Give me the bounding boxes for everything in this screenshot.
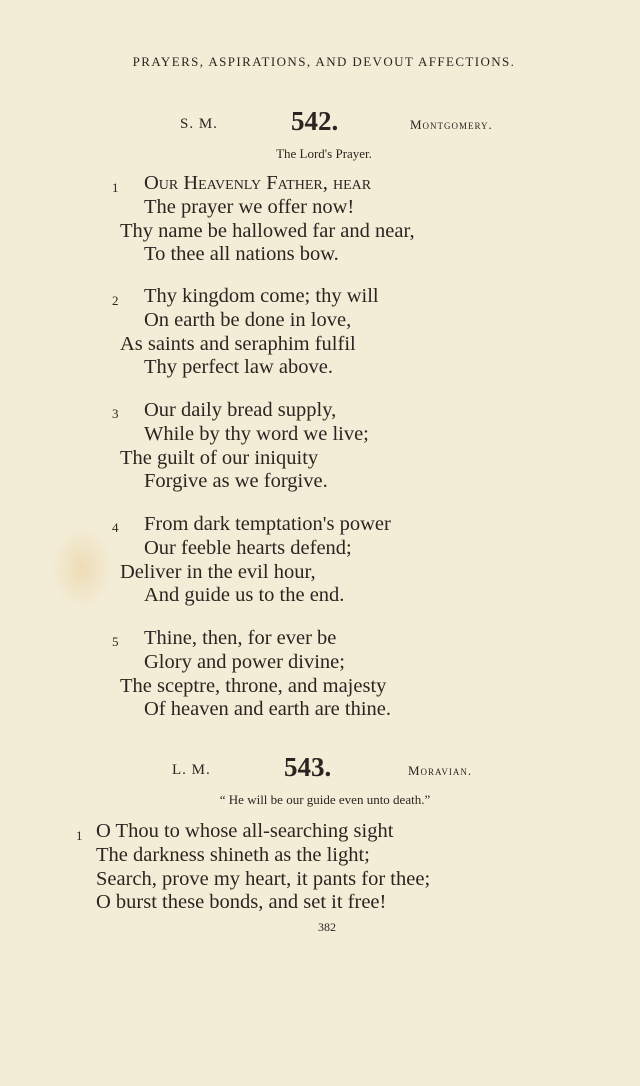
verse-line: Of heaven and earth are thine. <box>144 698 392 720</box>
verse-line: While by thy word we live; <box>144 423 369 445</box>
verse-line: O burst these bonds, and set it free! <box>96 891 387 913</box>
verse-line: Our feeble hearts defend; <box>144 537 352 559</box>
verse-line: Our daily bread supply, <box>144 399 337 421</box>
verse-line: Thine, then, for ever be <box>144 627 337 649</box>
verse-line: O Thou to whose all-searching sight <box>96 820 394 842</box>
verse-number: 4 <box>112 520 119 535</box>
verse-line: Glory and power divine; <box>144 651 345 673</box>
hymn-author: Moravian. <box>408 763 473 778</box>
verse-line: To thee all nations bow. <box>144 243 339 265</box>
running-head: PRAYERS, ASPIRATIONS, AND DEVOUT AFFECTIONS. <box>132 54 516 69</box>
verse-line <box>144 172 371 195</box>
verse-line: Thy name be hallowed far and near, <box>120 220 415 242</box>
verse-line: As saints and seraphim fulfil <box>120 333 356 355</box>
verse-line: The sceptre, throne, and majesty <box>120 675 387 697</box>
verse-line-text: Our Heavenly Father, hear <box>144 172 372 194</box>
hymn-meter: S. M. <box>180 116 218 132</box>
hymn-subtitle: “ He will be our guide even unto death.” <box>219 792 431 807</box>
verse-line: And guide us to the end. <box>144 584 345 606</box>
hymn-subtitle: The Lord's Prayer. <box>276 146 372 161</box>
verse-line: The guilt of our iniquity <box>120 447 319 469</box>
hymn-header-543 <box>0 752 640 782</box>
page-stain <box>52 528 112 608</box>
verse-line: From dark temptation's power <box>144 513 391 535</box>
verse-line: Thy perfect law above. <box>144 356 333 378</box>
hymn-meter: L. M. <box>172 762 211 778</box>
hymn-number: 542. <box>291 106 339 136</box>
hymn-header-542 <box>0 108 640 138</box>
verse-line: On earth be done in love, <box>144 309 352 331</box>
page-number: 382 <box>318 920 336 934</box>
verse-number: 1 <box>76 828 83 843</box>
hymn-author: Montgomery. <box>410 117 493 132</box>
verse-number: 2 <box>112 293 119 308</box>
verse-number: 3 <box>112 406 119 421</box>
verse-number: 1 <box>112 180 119 195</box>
verse-line: The prayer we offer now! <box>144 196 355 218</box>
verse-number: 5 <box>112 634 119 649</box>
verse-line: Thy kingdom come; thy will <box>144 285 379 307</box>
hymn-number: 543. <box>284 752 332 782</box>
verse-line: Forgive as we forgive. <box>144 470 328 492</box>
verse-line: Search, prove my heart, it pants for thee; <box>96 868 431 890</box>
verse-line: The darkness shineth as the light; <box>96 844 370 866</box>
verse-line: Deliver in the evil hour, <box>120 561 316 583</box>
